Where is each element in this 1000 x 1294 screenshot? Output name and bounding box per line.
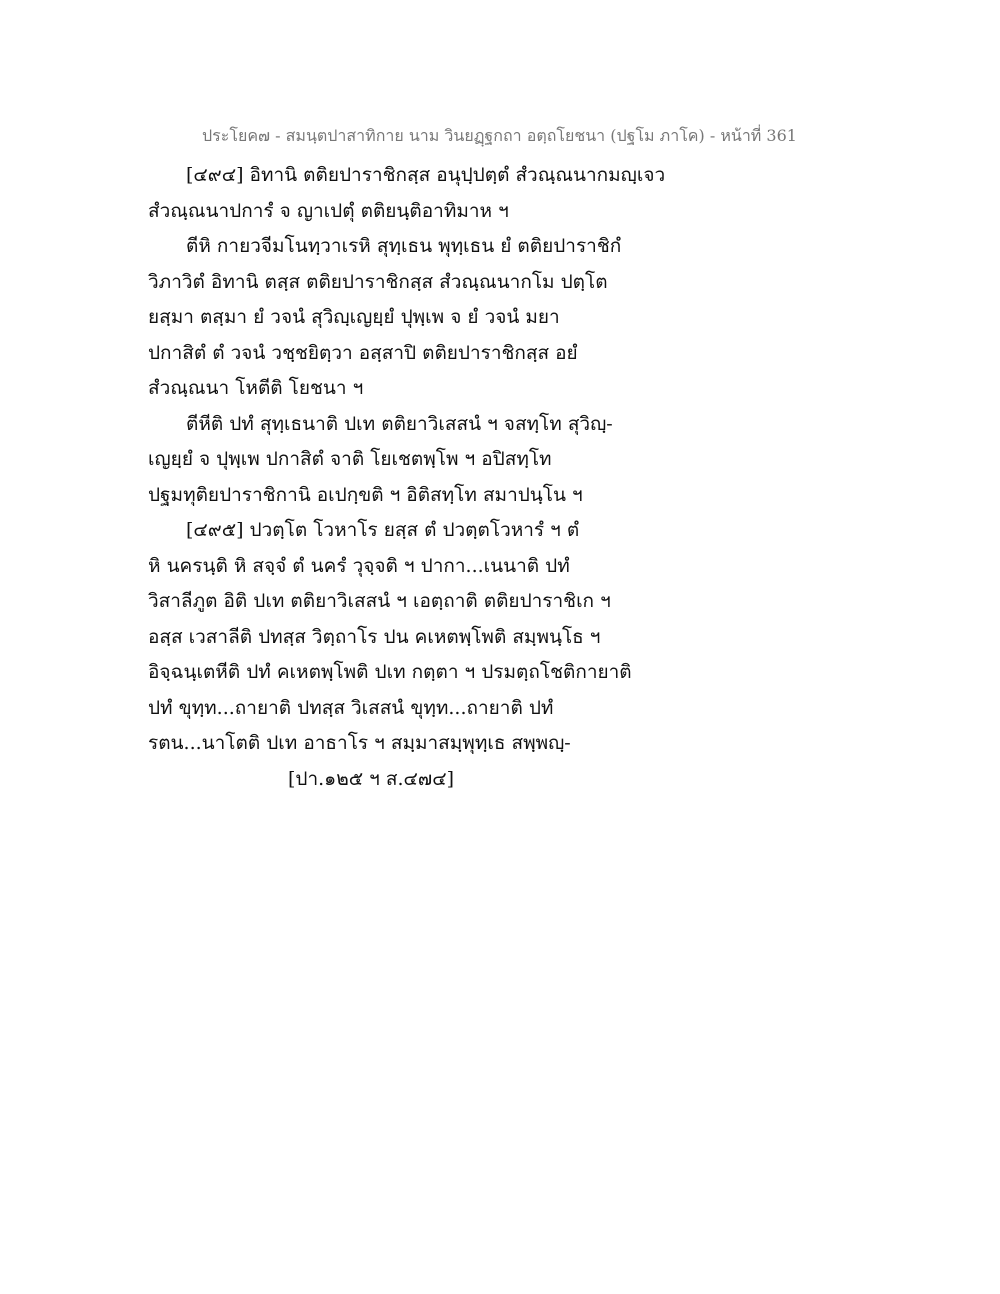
text-line: ยสฺมา ตสฺมา ยํ วจนํ สุวิญฺเญยฺยํ ปุพฺเพ จ ยํ วจนํ มยา [148, 306, 560, 328]
text-line: อสฺส เวสาลีติ ปทสฺส วิตฺถาโร ปน คเหตพฺโพติ สมฺพนฺโธ ฯ [148, 625, 601, 648]
text-line: วิสาลีภูต อิติ ปเท ตติยาวิเสสนํ ฯ เอตฺถาติ ตติยปาราชิเก ฯ [148, 590, 611, 612]
text-line: สํวณฺณนาปการํ จ ญาเปตุํ ตติยนฺติอาทิมาห ฯ [148, 199, 509, 222]
text-line: วิภาวิตํ อิทานิ ตสฺส ตติยปาราชิกสฺส สํวณฺณนากโม ปตฺโต [148, 270, 608, 293]
text-line: อิจฺฉนฺเตหีติ ปทํ คเหตพฺโพติ ปเท กตฺตา ฯ ปรมตฺถโชติกายาติ [148, 661, 632, 683]
text-line: ปกาสิตํ ตํ วจนํ วชฺชยิตฺวา อสฺสาปิ ตติยปาราชิกสฺส อยํ [148, 341, 578, 364]
text-line: ปฐมทุติยปาราชิกานิ อเปกฺขติ ฯ อิติสทฺโท สมาปนฺโน ฯ [148, 483, 583, 506]
text-line: [๔๙๕] ปวตฺโต โวหาโร ยสฺส ตํ ปวตฺตโวหารํ ฯ ตํ [186, 519, 580, 541]
text-line: [๔๙๔] อิทานิ ตติยปาราชิกสฺส อนุปฺปตฺตํ สํวณฺณนากมญฺเจว [186, 164, 666, 186]
body-text [148, 158, 666, 797]
text-line: หิ นครนฺติ หิ สจฺจํ ตํ นครํ วุจฺจติ ฯ ปากา...เนนาติ ปทํ [148, 554, 570, 577]
text-line: สํวณฺณนา โหตีติ โยชนา ฯ [148, 377, 364, 399]
page-reference: [ปา.๑๒๕ ฯ ส.๔๗๔] [288, 767, 454, 790]
text-line: ตีหิ กายวจีมโนทฺวาเรหิ สุทฺเธน พุทฺเธน ยํ ตติยปาราชิกํ [186, 235, 622, 257]
text-line: ตีหีติ ปทํ สุทฺเธนาติ ปเท ตติยาวิเสสนํ ฯ จสทฺโท สุวิญฺ- [186, 412, 613, 435]
text-line: รตน...นาโตติ ปเท อาธาโร ฯ สมฺมาสมฺพุทฺเธ สพฺพญฺ- [148, 732, 571, 754]
text-line: ปทํ ขุทฺท...ถายาติ ปทสฺส วิเสสนํ ขุทฺท...ถายาติ ปทํ [148, 696, 554, 719]
text-line: เญยฺยํ จ ปุพฺเพ ปกาสิตํ จาติ โยเชตพฺโพ ฯ อปิสทฺโท [148, 448, 552, 470]
page-header: ประโยค๗ - สมนฺตปาสาทิกาย นาม วินยฏฺฐกถา อตฺถโยชนา (ปฐโม ภาโค) - หน้าที่ 361 [202, 126, 797, 145]
